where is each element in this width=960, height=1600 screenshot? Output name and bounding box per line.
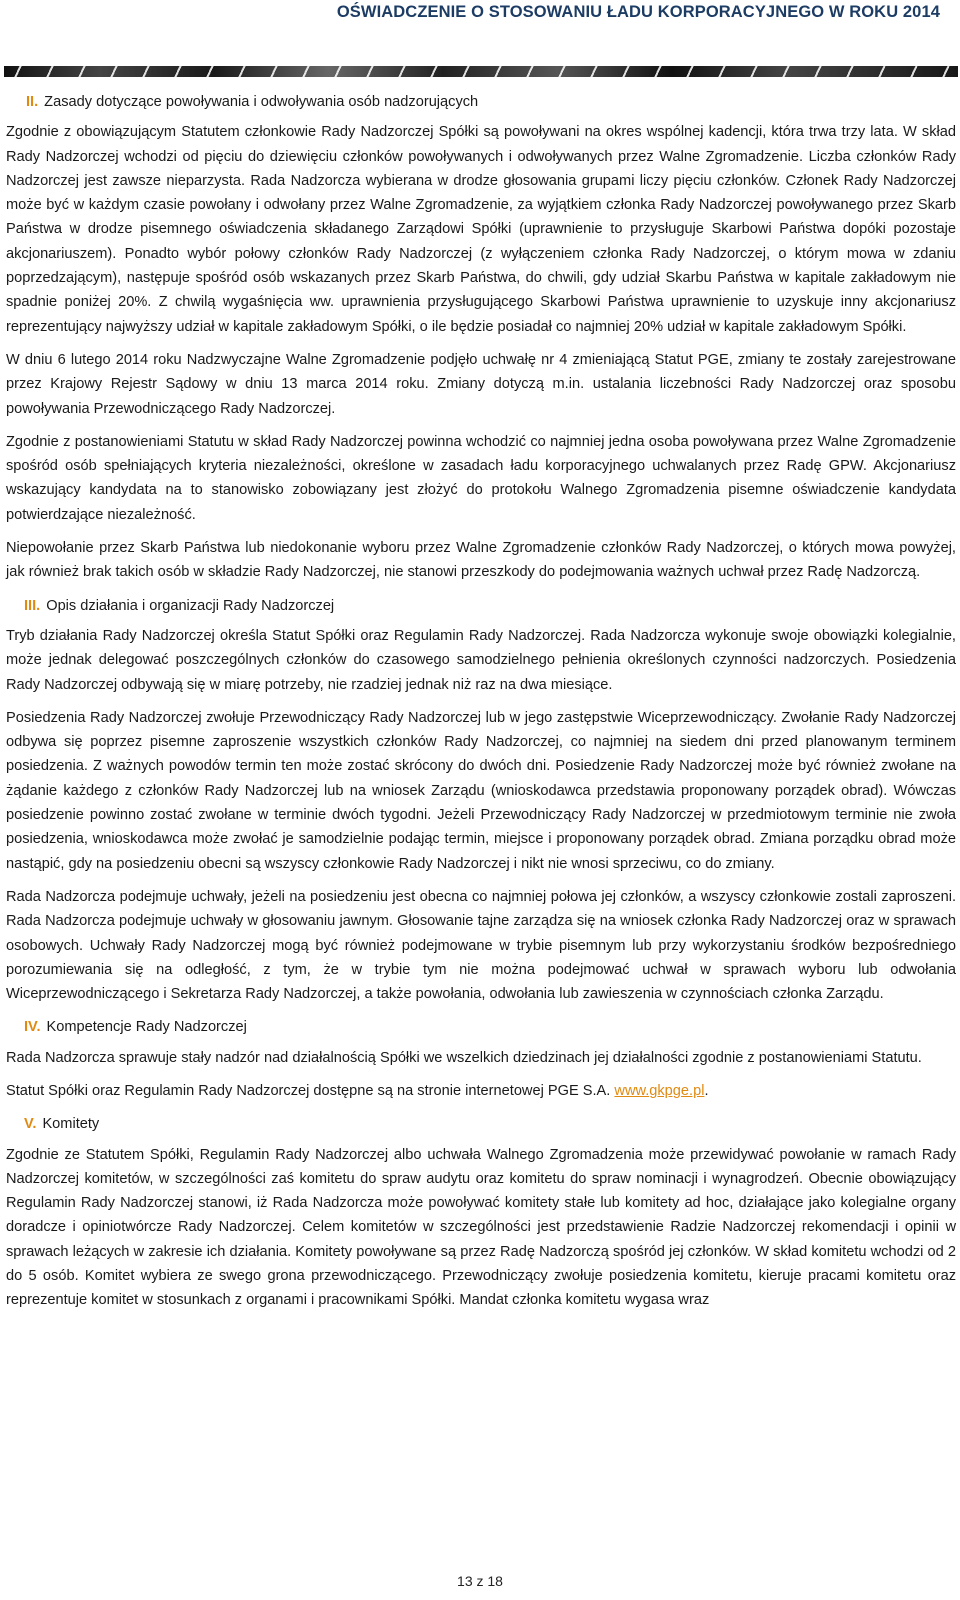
paragraph: Zgodnie z postanowieniami Statutu w skład Rady Nadzorczej powinna wchodzić co najmniej jedna osoba powoływana przez Walne Zgromadzenie spośród osób spełniających kryteria niezależności, określone w zasadach ładu korporacyjnego uchwalanych przez Radę GPW. Akcjonariusz wskazujący kandydata na to stanowisko zobowiązany jest złożyć do protokołu Walnego Zgromadzenia pisemne oświadczenie kandydata potwierdzające niezależność. — [6, 433, 956, 523]
paragraph: Zgodnie ze Statutem Spółki, Regulamin Rady Nadzorczej albo uchwała Walnego Zgromadzenia może przewidywać powołanie w ramach Rady Nadzorczej komitetów, w szczególności zaś komitetu do spraw audytu oraz komitetu do spraw nominacji i wynagrodzeń. Obecnie obowiązujący Regulamin Rady Nadzorczej stanowi, iż Rada Nadzorcza może powoływać komitety stałe lub komitety ad hoc, działające jako kolegialne organy doradcze i opiniotwórcze Rady Nadzorczej. Celem komitetów w szczególności jest przedstawienie Radzie Nadzorczej rekomendacji i opinii w sprawach leżących w zakresie ich działania. Komitety powoływane są przez Radę Nadzorczą spośród jej członków. W skład komitetu wchodzi od 2 do 5 osób. Komitet wybiera ze swego grona przewodniczącego. Przewodniczący zwołuje posiedzenia komitetu, kieruje pracami komitetu oraz reprezentuje komitet w stosunkach z organami i pracownikami Spółki. Mandat członka komitetu wygasa wraz — [6, 1146, 956, 1309]
paragraph: W dniu 6 lutego 2014 roku Nadzwyczajne Walne Zgromadzenie podjęło uchwałę nr 4 zmieniającą Statut PGE, zmiany te zostały zarejestrowane przez Krajowy Rejestr Sądowy w dniu 13 marca 2014 roku. Zmiany dotyczą m.in. ustalania liczebności Rady Nadzorczej oraz sposobu powoływania Przewodniczącego Rady Nadzorczej. — [6, 351, 956, 417]
paragraph: Zgodnie z obowiązującym Statutem członkowie Rady Nadzorczej Spółki są powoływani na okres wspólnej kadencji, która trwa trzy lata. W skład Rady Nadzorczej wchodzi od pięciu do dziewięciu członków powoływanych i odwoływanych przez Walne Zgromadzenie. Liczba członków Rady Nadzorczej jest zawsze nieparzysta. Rada Nadzorcza wybierana w drodze głosowania grupami liczy pięciu członków. Członek Rady Nadzorczej może być w każdym czasie powołany i odwołany przez Walne Zgromadzenie, za wyjątkiem członka Rady Nadzorczej powoływanego przez Skarb Państwa w drodze pisemnego oświadczenia składanego Zarządowi Spółki (uprawnienie to przysługuje Skarbowi Państwa dopóki pozostaje akcjonariuszem). Ponadto wybór połowy członków Rady Nadzorczej (z wyłączeniem członka Rady Nadzorczej, o którym mowa w zdaniu poprzedzającym), następuje spośród osób wskazanych przez Skarb Państwa, do chwili, gdy udział Skarbu Państwa w kapitale zakładowym nie spadnie poniżej 20%. Z chwilą wygaśnięcia ww. uprawnienia przysługującego Skarbowi Państwa uprawnienie to uzyskuje inny akcjonariusz reprezentujący najwyższy udział w kapitale zakładowym Spółki, o ile będzie posiadał co najmniej 20% udział w kapitale zakładowym Spółki. — [6, 124, 956, 335]
section-title: Opis działania i organizacji Rady Nadzorczej — [46, 597, 335, 614]
link-paragraph-text: Statut Spółki oraz Regulamin Rady Nadzorczej dostępne są na stronie internetowej PGE S.A. — [6, 1082, 611, 1099]
section-heading-5 — [24, 1112, 956, 1136]
paragraph: Niepowołanie przez Skarb Państwa lub niedokonanie wyboru przez Walne Zgromadzenie członków Rady Nadzorczej, o których mowa powyżej, jak również brak takich osób w składzie Rady Nadzorczej, nie stanowi przeszkody do podejmowania ważnych uchwał przez Radę Nadzorczą. — [6, 540, 956, 581]
link-paragraph-after: . — [704, 1082, 709, 1099]
section-heading-3 — [24, 594, 956, 618]
document-body — [6, 90, 956, 1322]
paragraph-with-link — [6, 1079, 956, 1103]
document-title: OŚWIADCZENIE O STOSOWANIU ŁADU KORPORACYJNEGO W ROKU 2014 — [336, 3, 940, 21]
section-numeral: V. — [24, 1116, 37, 1133]
section-title: Kompetencje Rady Nadzorczej — [46, 1019, 247, 1036]
section-numeral: III. — [24, 597, 41, 614]
paragraph: Rada Nadzorcza sprawuje stały nadzór nad działalnością Spółki we wszelkich dziedzinach jej działalności zgodnie z postanowieniami Statutu. — [6, 1049, 922, 1066]
paragraph: Rada Nadzorcza podejmuje uchwały, jeżeli na posiedzeniu jest obecna co najmniej połowa jej członków, a wszyscy członkowie zostali zaproszeni. Rada Nadzorcza podejmuje uchwały w głosowaniu jawnym. Głosowanie tajne zarządza się na wniosek członka Rady Nadzorczej oraz w sprawach osobowych. Uchwały Rady Nadzorczej mogą być również podejmowane w trybie pisemnym lub przy wykorzystaniu środków bezpośredniego porozumiewania się na odległość, z tym, że w trybie tym nie można podejmować uchwał w sprawach wyboru lub odwołania Wiceprzewodniczącego i Sekretarza Rady Nadzorczej, a także powołania, odwołania lub zawieszenia w czynnościach członka Zarządu. — [6, 888, 956, 1003]
section-title: Zasady dotyczące powoływania i odwoływania osób nadzorujących — [44, 94, 479, 110]
section-numeral: II. — [26, 94, 39, 110]
section-title: Komitety — [42, 1116, 100, 1133]
website-link[interactable]: www.gkpge.pl — [614, 1082, 705, 1099]
paragraph: Tryb działania Rady Nadzorczej określa Statut Spółki oraz Regulamin Rady Nadzorczej. Rada Nadzorcza wykonuje swoje obowiązki kolegialnie, może jednak delegować poszczególnych członków do czasowego samodzielnego pełnienia określonych czynności nadzorczych. Posiedzenia Rady Nadzorczej odbywają się w miarę potrzeby, nie rzadziej jednak niż raz na dwa miesiące. — [6, 627, 956, 693]
header-decorative-band — [4, 66, 958, 77]
paragraph: Posiedzenia Rady Nadzorczej zwołuje Przewodniczący Rady Nadzorczej lub w jego zastępstwie Wiceprzewodniczący. Zwołanie Rady Nadzorczej odbywa się poprzez pisemne zaproszenie wszystkich członków Rady Nadzorczej, co najmniej na siedem dni przed planowanym terminem posiedzenia. Z ważnych powodów termin ten może zostać skrócony do dwóch dni. Posiedzenie Rady Nadzorczej może być również zwołane na żądanie każdego z członków Rady Nadzorczej lub na wniosek Zarządu (wnioskodawca przedstawia proponowany porządek obrad). Wówczas posiedzenie powinno zostać zwołane w terminie dwóch tygodni. Jeżeli Przewodniczący Rady Nadzorczej w przedmiotowym terminie nie zwoła posiedzenia, wnioskodawca może zwołać je samodzielnie podając termin, miejsce i proponowany porządek obrad. Zmiana porządku obrad może nastąpić, gdy na posiedzeniu obecni są wszyscy członkowie Rady Nadzorczej i nikt nie wnosi sprzeciwu, co do zmiany. — [6, 709, 956, 872]
section-heading-4 — [24, 1015, 956, 1039]
section-numeral: IV. — [24, 1019, 41, 1036]
page-number: 13 z 18 — [457, 1573, 503, 1589]
section-heading-2 — [26, 90, 956, 114]
